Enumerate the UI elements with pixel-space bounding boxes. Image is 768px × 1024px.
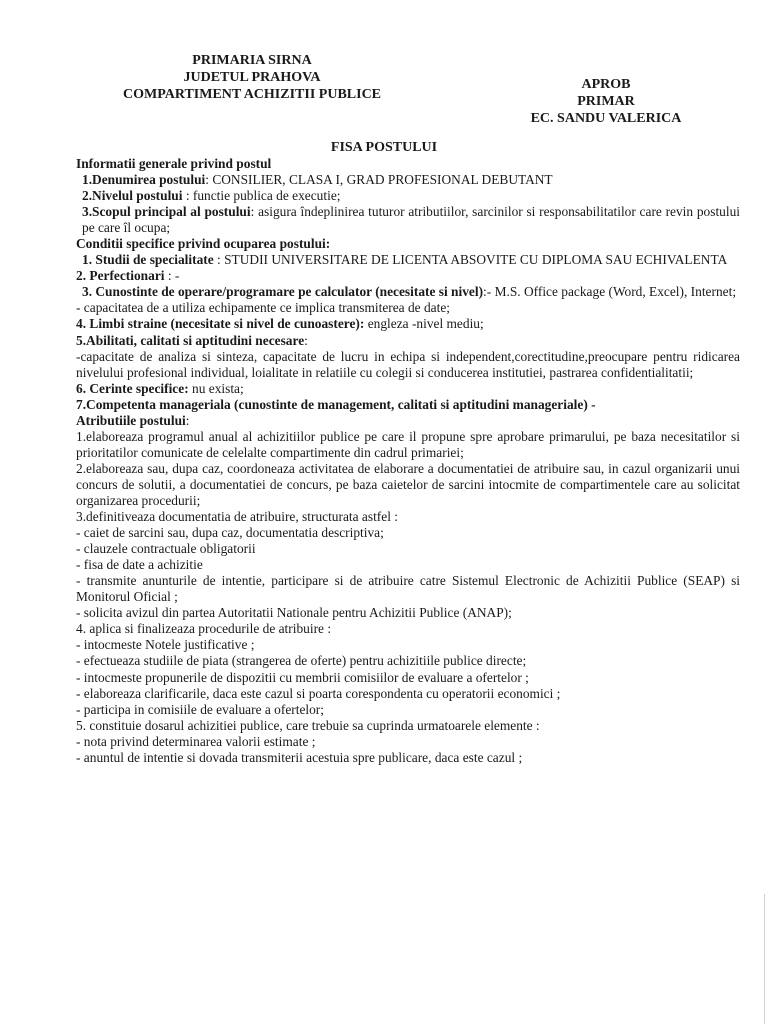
section-general-heading: Informatii generale privind postul: [76, 156, 272, 171]
duty-line: 5. constituie dosarul achizitiei publice, care trebuie sa cuprinda urmatoarele elemente :: [76, 717, 540, 733]
condition-managerial: 7.Competenta manageriala (cunostinte de management, calitati si aptitudini manageriale) -: [76, 396, 596, 412]
approver-role: PRIMAR: [577, 94, 635, 109]
duty-line: - intocmeste propunerile de dispozitii cu membrii comisiilor de evaluare a ofertelor ;: [76, 669, 529, 685]
duty-line: - efectueaza studiile de piata (strangerea de oferte) pentru achizitiile publice directe;: [76, 653, 527, 669]
condition-abilities-heading: 5.Abilitati, calitati si aptitudini necesare:: [76, 332, 308, 348]
condition-languages: 4. Limbi straine (necesitate si nivel de cunoastere): engleza -nivel mediu;: [76, 316, 484, 332]
approval-block: [506, 76, 706, 127]
item-job-level: 2.Nivelul postului : functie publica de executie;: [82, 188, 341, 204]
condition-specific: 6. Cerinte specifice: nu exista;: [76, 380, 244, 396]
item-job-title: 1.Denumirea postului: CONSILIER, CLASA I, GRAD PROFESIONAL DEBUTANT: [82, 172, 553, 188]
duty-line: 2.elaboreaza sau, dupa caz, coordoneaza activitatea de elaborare a documentatiei de atribuire sau, in cazul organizarii unui concurs de solutii, a documentatiei de concurs, pe baza caietelor de sarcini intocmite de compartimentele care au solicitat organizarea procedurii;: [76, 460, 740, 508]
duty-line: 1.elaboreaza programul anual al achizitiilor publice pe care il propune spre aprobare primarului, pe baza necesitatilor si prioritatilor comunicate de celelalte compartimente din cadrul primariei;: [76, 428, 740, 460]
condition-studies: 1. Studii de specialitate : STUDII UNIVERSITARE DE LICENTA ABSOVITE CU DIPLOMA SAU ECHIVALENTA: [82, 252, 728, 268]
duty-line: - intocmeste Notele justificative ;: [76, 637, 255, 653]
duty-line: - fisa de date a achizitie: [76, 557, 203, 573]
document-body: [76, 156, 740, 766]
institution-name: PRIMARIA SIRNA: [192, 53, 312, 68]
institution-header: [102, 52, 402, 103]
item-job-purpose: 3.Scopul principal al postului: asigura îndeplinirea tuturor atributiilor, sarcinilor si responsabilitatilor care revin postului pe care îl ocupa;: [82, 204, 740, 236]
document-title: FISA POSTULUI: [330, 140, 438, 155]
duty-line: - elaboreaza clarificarile, daca este cazul si poarta corespondenta cu operatorii economici ;: [76, 685, 561, 701]
duty-line: - solicita avizul din partea Autoritatii Nationale pentru Achizitii Publice (ANAP);: [76, 605, 512, 621]
duty-line: 4. aplica si finalizeaza procedurile de atribuire :: [76, 621, 332, 637]
condition-abilities-text: -capacitate de analiza si sinteza, capacitate de lucru in echipa si independent,corectitudine,preocupare pentru ridicarea nivelului profesional individual, loialitate in relatiile cu colegii si conducerea institutiei, pastrarea confidentialitatii;: [76, 348, 740, 380]
duty-line: - anuntul de intentie si dovada transmiterii acestuia spre publicare, daca este cazul ;: [76, 749, 523, 765]
department-name: COMPARTIMENT ACHIZITII PUBLICE: [122, 87, 382, 102]
duty-line: - caiet de sarcini sau, dupa caz, documentatia descriptiva;: [76, 525, 384, 541]
duty-line: - clauzele contractuale obligatorii: [76, 541, 256, 557]
approver-name: EC. SANDU VALERICA: [530, 111, 682, 126]
duty-line: - transmite anunturile de intentie, participare si de atribuire catre Sistemul Electronic de Achizitii Publice (SEAP) si Monitorul Oficial ;: [76, 573, 740, 605]
county-name: JUDETUL PRAHOVA: [183, 70, 321, 85]
condition-training: 2. Perfectionari : -: [76, 268, 180, 284]
duties-heading: Atributiile postului:: [76, 412, 190, 428]
duty-line: - nota privind determinarea valorii estimate ;: [76, 733, 316, 749]
scan-edge-line: [764, 894, 765, 1024]
duty-line: 3.definitiveaza documentatia de atribuire, structurata astfel :: [76, 509, 398, 525]
condition-computer-skills: 3. Cunostinte de operare/programare pe calculator (necesitate si nivel):- M.S. Office package (Word, Excel), Internet;: [82, 284, 737, 300]
condition-equipment: - capacitatea de a utiliza echipamente ce implica transmiterea de date;: [76, 300, 450, 316]
section-conditions-heading: Conditii specifice privind ocuparea postului:: [76, 236, 331, 252]
duty-line: - participa in comisiile de evaluare a ofertelor;: [76, 701, 324, 717]
approval-label: APROB: [581, 77, 631, 92]
